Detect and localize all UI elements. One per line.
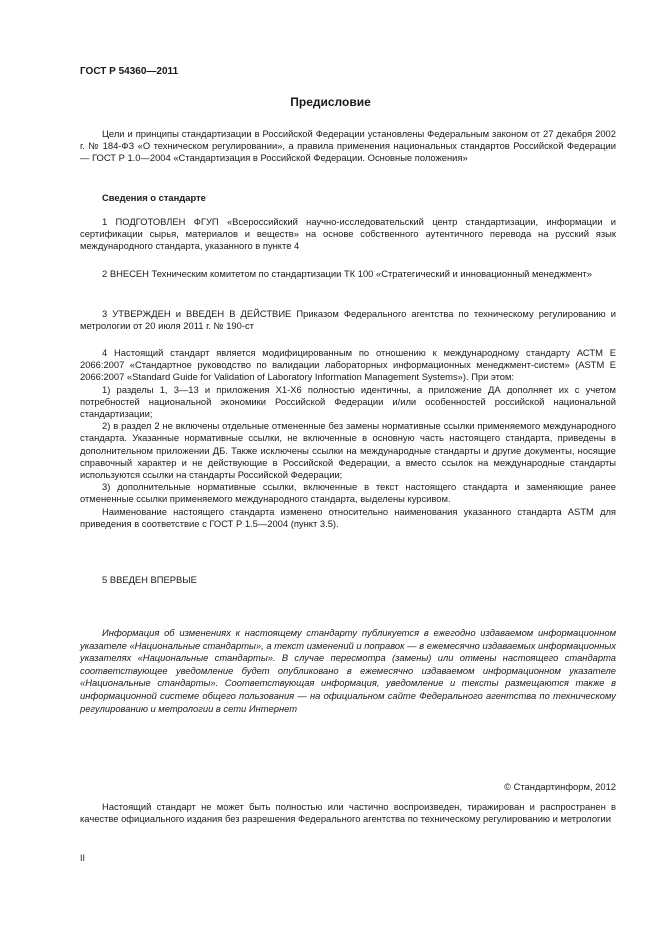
item-3-block bbox=[80, 308, 616, 332]
section-heading: Сведения о стандарте bbox=[102, 192, 206, 203]
page-number: II bbox=[80, 853, 86, 863]
item-3: 3 УТВЕРЖДЕН и ВВЕДЕН В ДЕЙСТВИЕ Приказом Федерального агентства по техническому регулированию и метрологии от 20 июля 2011 г. № 190-ст bbox=[80, 308, 616, 332]
item-5: 5 ВВЕДЕН ВПЕРВЫЕ bbox=[102, 574, 197, 585]
item-4-block bbox=[80, 347, 616, 530]
intro-paragraph-block bbox=[80, 128, 616, 165]
item-2-block bbox=[80, 268, 616, 280]
item-5-block bbox=[80, 574, 616, 586]
notice-paragraph: Информация об изменениях к настоящему стандарту публикуется в ежегодно издаваемом информационном указателе «Национальные стандарты», а текст изменений и поправок — в ежемесячно издаваемых информационных указателях «Национальные стандарты». В случае пересмотра (замены) или отмены настоящего стандарта соответствующее уведомление будет опубликовано в ежемесячно издаваемом информационном указателе «Национальные стандарты». Соответствующая информация, уведомление и тексты размещаются также в информационной системе общего пользования — на официальном сайте Федерального агентства по техническому регулированию и метрологии в сети Интернет bbox=[80, 627, 616, 714]
intro-paragraph: Цели и принципы стандартизации в Российской Федерации установлены Федеральным законом от 27 декабря 2002 г. № 184-ФЗ «О техническом регулировании», а правила применения национальных стандартов Российской Федерации — ГОСТ Р 1.0—2004 «Стандартизация в Российской Федерации. Основные положения» bbox=[80, 128, 616, 164]
item-1-block bbox=[80, 216, 616, 253]
rights-block bbox=[80, 801, 616, 825]
item-1: 1 ПОДГОТОВЛЕН ФГУП «Всероссийский научно-исследовательский центр стандартизации, информации и сертификации сырья, материалов и веществ» на основе собственного аутентичного перевода на русский язык международного стандарта, указанного в пункте 4 bbox=[80, 216, 616, 252]
page-title: Предисловие bbox=[290, 95, 371, 109]
notice-block bbox=[80, 627, 616, 715]
item-4-lead: 4 Настоящий стандарт является модифицированным по отношению к международному стандарту АСТМ Е 2066:2007 «Стандартное руководство по валидации лабораторных информационных менеджмент-систем» (ASTM E 2066:2007 «Standard Guide for Validation of Laboratory Information Management Systems»). При этом: bbox=[80, 347, 616, 383]
item-4-note: Наименование настоящего стандарта изменено относительно наименования указанного стандарта ASTM для приведения в соответствие с ГОСТ Р 1.5—2004 (пункт 3.5). bbox=[80, 505, 616, 529]
document-code: ГОСТ Р 54360—2011 bbox=[80, 66, 179, 77]
item-4-sub-3: 3) дополнительные нормативные ссылки, включенные в текст настоящего стандарта и заменяющие ранее отмененные ссылки применяемого международного стандарта, выделены курсивом. bbox=[80, 481, 616, 505]
copyright: © Стандартинформ, 2012 bbox=[504, 781, 616, 792]
item-2: 2 ВНЕСЕН Техническим комитетом по стандартизации ТК 100 «Стратегический и инновационный менеджмент» bbox=[102, 268, 592, 279]
item-4-sub-1: 1) разделы 1, 3—13 и приложения Х1-Х6 полностью идентичны, а приложение ДА дополняет их с учетом потребностей национальной экономики Российской Федерации и/или особенностей российской национальной стандартизации; bbox=[80, 383, 616, 420]
rights-paragraph: Настоящий стандарт не может быть полностью или частично воспроизведен, тиражирован и распространен в качестве официального издания без разрешения Федерального агентства по техническому регулированию и метрологии bbox=[80, 801, 616, 825]
item-4-sub-2: 2) в раздел 2 не включены отдельные отмененные без замены нормативные ссылки применяемого международного стандарта. Указанные нормативные ссылки, не включенные в основную часть настоящего стандарта, приведены в дополнительном приложении ДБ. Также исключены ссылки на международные стандарты и другие документы, носящие справочный характер и не действующие в Российской Федерации, а вместо ссылок на международные стандарты используются ссылки на стандарты Российской Федерации; bbox=[80, 420, 616, 481]
